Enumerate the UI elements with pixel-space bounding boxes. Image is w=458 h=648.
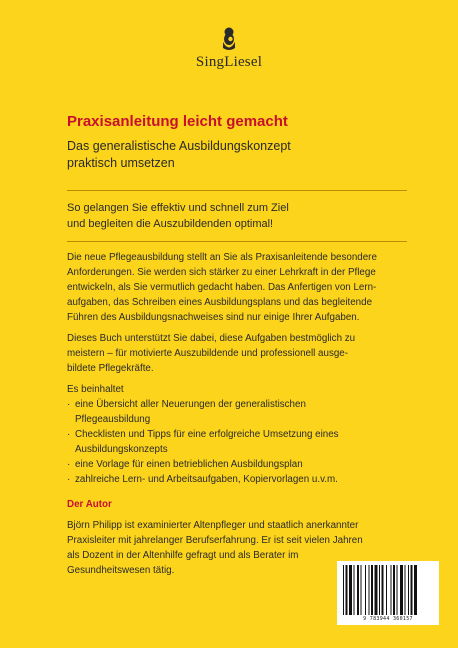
- text-line: Die neue Pflegeausbildung stellt an Sie als Praxisanleitende besondere: [67, 252, 377, 263]
- divider-top: [67, 190, 407, 191]
- text-line: Praxisleiter mit jahrelanger Berufserfahrung. Er ist seit vielen Jahren: [67, 535, 363, 546]
- text-line: Pflegeausbildung: [75, 414, 151, 425]
- text-line: eine Übersicht aller Neuerungen der generalistischen: [75, 399, 306, 410]
- book-subtitle: [67, 138, 407, 172]
- list-item: [67, 472, 413, 487]
- contents-list: [67, 397, 413, 487]
- text-line: aufgaben, das Schreiben eines Ausbildungsplans und das begleitende: [67, 297, 373, 308]
- barcode-icon: [341, 565, 435, 615]
- support-paragraph: [67, 331, 413, 376]
- list-item: [67, 457, 413, 472]
- list-item: [67, 427, 413, 457]
- publisher-logo: [0, 26, 458, 71]
- author-heading: Der Autor: [67, 499, 112, 510]
- text-line: eine Vorlage für einen betrieblichen Ausbildungsplan: [75, 459, 303, 470]
- text-line: bildete Pflegekräfte.: [67, 363, 154, 374]
- text-line: Björn Philipp ist examinierter Altenpfleger und staatlich anerkannter: [67, 520, 359, 531]
- book-title: Praxisanleitung leicht gemacht: [67, 113, 288, 130]
- text-line: Führen des Ausbildungsnachweises sind nur einige Ihrer Aufgaben.: [67, 312, 360, 323]
- text-line: Dieses Buch unterstützt Sie dabei, diese Aufgaben bestmöglich zu: [67, 333, 356, 344]
- lady-silhouette-logo-icon: [218, 26, 240, 52]
- text-line: Checklisten und Tipps für eine erfolgreiche Umsetzung eines: [75, 429, 339, 440]
- text-line: meistern – für motivierte Auszubildende und professionell ausge-: [67, 348, 349, 359]
- tagline-line: und begleiten die Auszubildenden optimal!: [67, 218, 274, 230]
- text-line: Gesundheitswesen tätig.: [67, 565, 175, 576]
- subtitle-line: Das generalistische Ausbildungskonzept: [67, 139, 291, 153]
- isbn-number: 9 783944 360157: [363, 616, 413, 622]
- tagline: [67, 200, 407, 232]
- text-line: Anforderungen. Sie werden sich stärker zu einer Lehrkraft in der Pflege: [67, 267, 376, 278]
- intro-paragraph: [67, 250, 413, 325]
- tagline-line: So gelangen Sie effektiv und schnell zum Ziel: [67, 202, 289, 214]
- text-line: entwickeln, als Sie vermutlich gedacht haben. Das Anfertigen von Lern-: [67, 282, 377, 293]
- publisher-name: SingLiesel: [195, 54, 263, 70]
- text-line: Ausbildungskonzepts: [75, 444, 168, 455]
- text-line: als Dozent in der Altenhilfe gefragt und als Berater im: [67, 550, 299, 561]
- list-intro: Es beinhaltet: [67, 384, 124, 395]
- isbn-barcode: [337, 561, 439, 625]
- blurb: [67, 250, 413, 584]
- text-line: zahlreiche Lern- und Arbeitsaufgaben, Kopiervorlagen u.v.m.: [75, 474, 338, 485]
- subtitle-line: praktisch umsetzen: [67, 156, 175, 170]
- list-item: [67, 397, 413, 427]
- divider-bottom: [67, 241, 407, 242]
